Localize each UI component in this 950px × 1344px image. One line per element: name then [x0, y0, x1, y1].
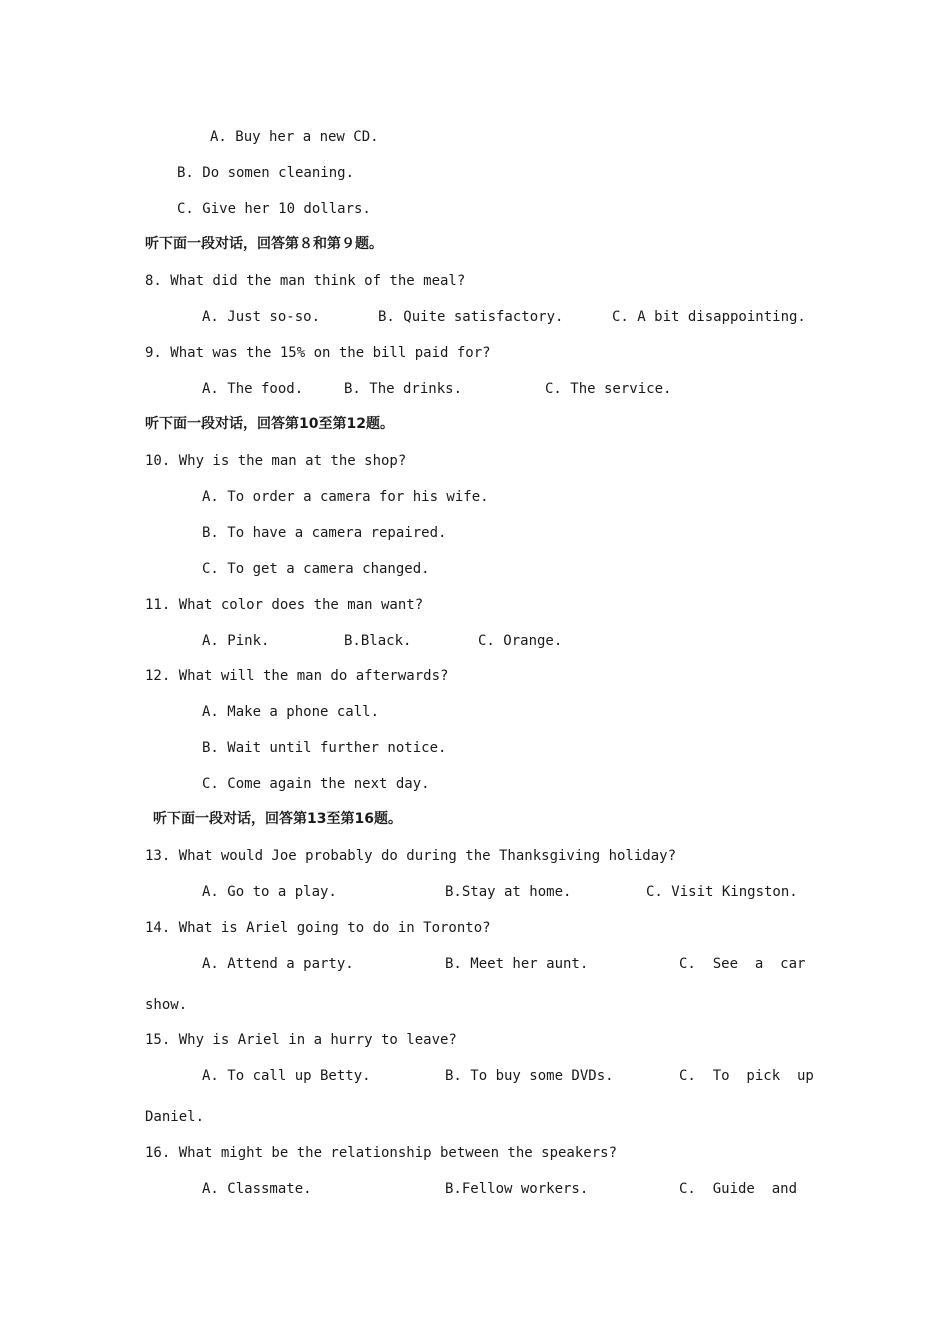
- section-heading-10-12: 听下面一段对话，回答第10至第12题。: [145, 416, 394, 432]
- q14-option-c-continued: show.: [145, 997, 188, 1013]
- q14-option-a: A. Attend a party.: [202, 956, 354, 972]
- q7-option-c: C. Give her 10 dollars.: [177, 201, 371, 217]
- q9-option-c: C. The service.: [545, 381, 672, 397]
- q15-option-c-continued: Daniel.: [145, 1109, 205, 1125]
- q14-option-c: C. See a car: [679, 956, 806, 972]
- q15-option-a: A. To call up Betty.: [202, 1068, 371, 1084]
- question-14: 14. What is Ariel going to do in Toronto?: [145, 920, 491, 936]
- question-11: 11. What color does the man want?: [145, 597, 424, 613]
- q11-option-a: A. Pink.: [202, 633, 270, 649]
- q9-option-a: A. The food.: [202, 381, 304, 397]
- q11-option-b: B.Black.: [344, 633, 412, 649]
- q12-option-a: A. Make a phone call.: [202, 704, 380, 720]
- question-10: 10. Why is the man at the shop?: [145, 453, 407, 469]
- section-heading-8-9: 听下面一段对话，回答第８和第９题。: [145, 236, 383, 252]
- q11-option-c: C. Orange.: [478, 633, 563, 649]
- q15-option-b: B. To buy some DVDs.: [445, 1068, 614, 1084]
- q16-option-a: A. Classmate.: [202, 1181, 312, 1197]
- question-9: 9. What was the 15% on the bill paid for?: [145, 345, 491, 361]
- q13-option-c: C. Visit Kingston.: [646, 884, 798, 900]
- question-15: 15. Why is Ariel in a hurry to leave?: [145, 1032, 457, 1048]
- q10-option-b: B. To have a camera repaired.: [202, 525, 447, 541]
- q15-option-c: C. To pick up: [679, 1068, 814, 1084]
- q7-option-b: B. Do somen cleaning.: [177, 165, 355, 181]
- q12-option-c: C. Come again the next day.: [202, 776, 430, 792]
- q16-option-b: B.Fellow workers.: [445, 1181, 589, 1197]
- q7-option-a: A. Buy her a new CD.: [210, 129, 379, 145]
- question-13: 13. What would Joe probably do during the Thanksgiving holiday?: [145, 848, 677, 864]
- question-8: 8. What did the man think of the meal?: [145, 273, 466, 289]
- q10-option-c: C. To get a camera changed.: [202, 561, 430, 577]
- q14-option-b: B. Meet her aunt.: [445, 956, 589, 972]
- question-16: 16. What might be the relationship between the speakers?: [145, 1145, 618, 1161]
- q8-option-a: A. Just so-so.: [202, 309, 321, 325]
- section-heading-13-16: 听下面一段对话，回答第13至第16题。: [153, 811, 402, 827]
- q12-option-b: B. Wait until further notice.: [202, 740, 447, 756]
- q8-option-b: B. Quite satisfactory.: [378, 309, 564, 325]
- q10-option-a: A. To order a camera for his wife.: [202, 489, 489, 505]
- q8-option-c: C. A bit disappointing.: [612, 309, 806, 325]
- q13-option-b: B.Stay at home.: [445, 884, 572, 900]
- question-12: 12. What will the man do afterwards?: [145, 668, 449, 684]
- q9-option-b: B. The drinks.: [344, 381, 463, 397]
- q13-option-a: A. Go to a play.: [202, 884, 337, 900]
- q16-option-c: C. Guide and: [679, 1181, 798, 1197]
